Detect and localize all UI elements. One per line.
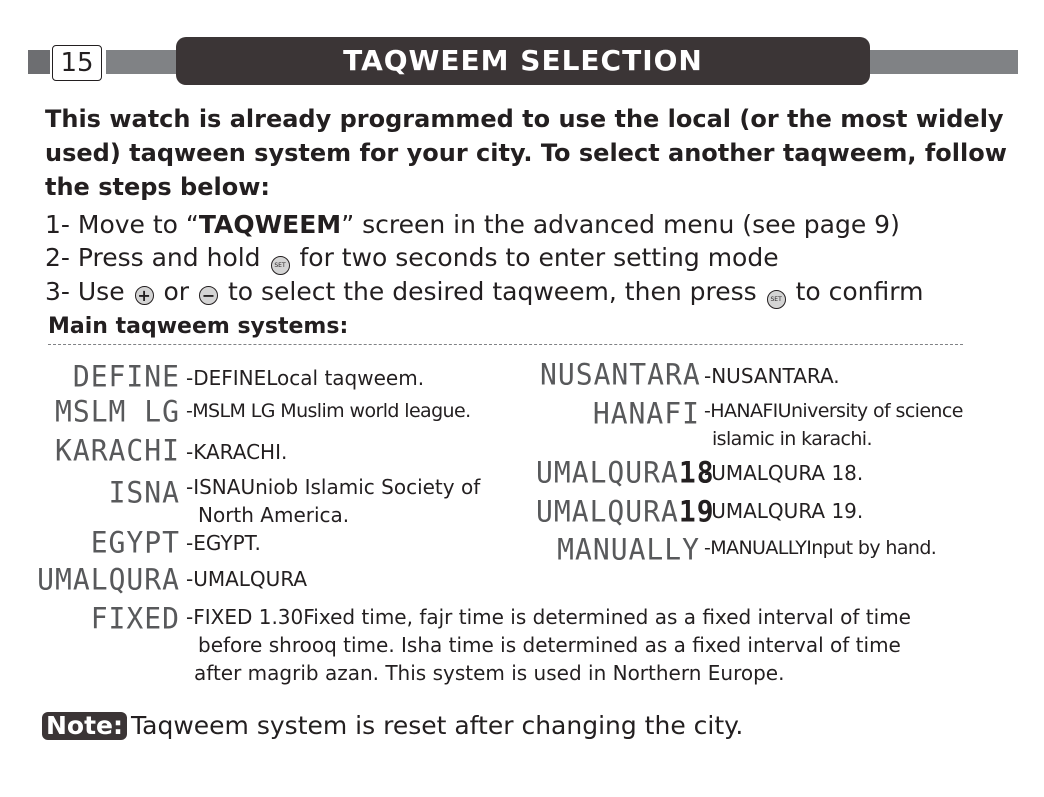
lcd-fixed: FIXED: [90, 601, 180, 636]
desc-umalqura-18: -UMALQURA 18.: [704, 461, 864, 485]
desc-fixed-line1: -FIXED 1.30Fixed time, fajr time is determined as a ﬁxed interval of time: [186, 605, 911, 629]
systems-heading: Main taqweem systems:: [48, 314, 349, 339]
lcd-umalqura-19: [536, 494, 715, 529]
minus-button-icon: −: [199, 286, 218, 305]
desc-isna-line2: North America.: [198, 503, 350, 527]
lcd-egypt: EGYPT: [90, 525, 180, 560]
desc-manually: -MANUALLYInput by hand.: [704, 537, 937, 559]
header-bar-right: [862, 50, 1018, 74]
step-3-b: or: [163, 277, 190, 306]
step-1-suffix: ” screen in the advanced menu (see page 9): [341, 210, 900, 239]
desc-define: -DEFINELocal taqweem.: [186, 366, 425, 390]
desc-hanafi-line2: islamic in karachi.: [712, 428, 872, 450]
step-1: [45, 208, 1025, 241]
intro-paragraph: This watch is already programmed to use the local (or the most widely used) taqween system for your city. To select another taqweem, follow the steps below:: [45, 105, 1007, 201]
page-number: 15: [52, 45, 102, 81]
desc-mslm-lg: -MSLM LG Muslim world league.: [186, 400, 471, 422]
step-3-d: to confirm: [795, 277, 924, 306]
step-3: [45, 275, 1025, 309]
lcd-umalqura-18: [536, 455, 715, 490]
steps-list: [45, 208, 1025, 309]
lcd-define: DEFINE: [72, 359, 180, 394]
note-text: Taqweem system is reset after changing the city.: [131, 711, 744, 740]
lcd-nusantara: NUSANTARA: [540, 357, 701, 392]
desc-isna-line1: -ISNAUniob Islamic Society of: [186, 475, 481, 499]
plus-button-icon: +: [135, 286, 154, 305]
lcd-umalqura-19-number: 19: [678, 494, 715, 529]
desc-fixed-line3: after magrib azan. This system is used in Northern Europe.: [194, 661, 785, 685]
step-2-prefix: 2- Press and hold: [45, 243, 261, 272]
step-2-suffix: for two seconds to enter setting mode: [299, 243, 779, 272]
lcd-isna: ISNA: [108, 475, 180, 510]
lcd-umalqura: UMALQURA: [37, 562, 180, 597]
step-2: [45, 241, 1025, 275]
note: [42, 711, 743, 740]
desc-nusantara: -NUSANTARA.: [704, 364, 840, 388]
lcd-umalqura-18-text: UMALQURA: [536, 455, 679, 490]
step-3-a: 3- Use: [45, 277, 125, 306]
dashed-divider: [48, 344, 963, 345]
lcd-umalqura-19-text: UMALQURA: [536, 494, 679, 529]
lcd-hanafi: HANAFI: [592, 396, 700, 431]
header-bar-left: [28, 50, 50, 74]
lcd-manually: MANUALLY: [557, 532, 700, 567]
page-title: TAQWEEM SELECTION: [176, 37, 870, 85]
note-badge: Note:: [42, 712, 127, 740]
set-button-icon: SET: [767, 290, 786, 309]
set-button-icon: SET: [271, 256, 290, 275]
lcd-umalqura-18-number: 18: [678, 455, 715, 490]
lcd-karachi: KARACHI: [54, 433, 180, 468]
desc-fixed-line2: before shrooq time. Isha time is determined as a ﬁxed interval of time: [198, 633, 901, 657]
desc-egypt: -EGYPT.: [186, 531, 261, 555]
step-3-c: to select the desired taqweem, then press: [227, 277, 757, 306]
desc-umalqura-19: -UMALQURA 19.: [704, 499, 864, 523]
step-1-bold: TAQWEEM: [198, 210, 342, 239]
desc-hanafi-line1: -HANAFIUniversity of science: [704, 400, 963, 422]
header-bar-middle: [106, 50, 182, 74]
lcd-mslm-lg: MSLM LG: [54, 394, 180, 429]
desc-umalqura: -UMALQURA: [186, 567, 308, 591]
step-1-prefix: 1- Move to “: [45, 210, 199, 239]
desc-karachi: -KARACHI.: [186, 440, 288, 464]
